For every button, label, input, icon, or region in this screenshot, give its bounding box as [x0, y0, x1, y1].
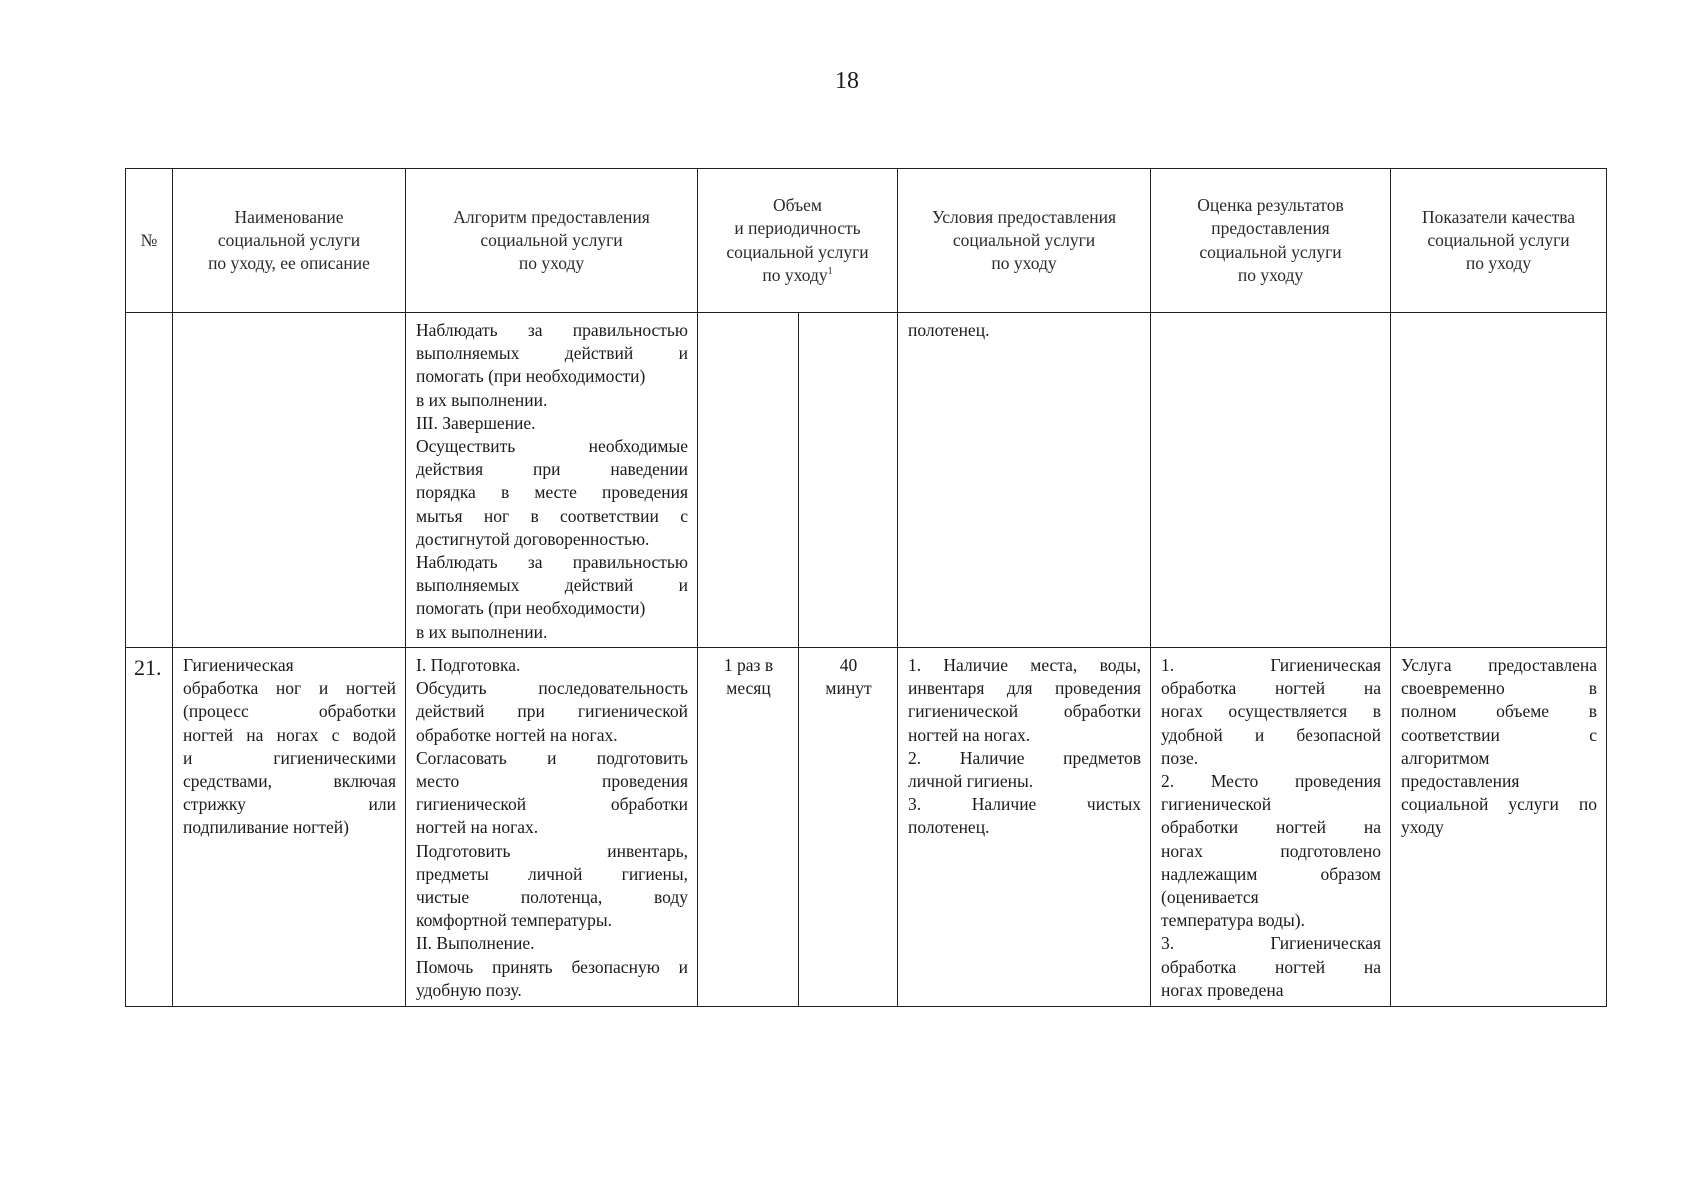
text-line: выполняемых действий и [416, 575, 688, 596]
text-line: и периодичность [734, 218, 861, 239]
text-line: надлежащим образом [1161, 863, 1382, 884]
text-line: обработки ногтей на [1161, 817, 1382, 838]
cell-duration [799, 648, 898, 1007]
text-line: выполняемых действий и [416, 343, 688, 364]
text-line: социальной услуги [952, 229, 1096, 250]
text-line: действий при гигиенической [416, 701, 688, 722]
text-line: 2. Место проведения [1161, 771, 1382, 792]
text-line: 1 раз в [723, 655, 774, 675]
cell-number [126, 313, 173, 648]
text-line: в их выполнении. [416, 389, 548, 410]
text-line: 2. Наличие предметов [908, 747, 1142, 768]
text-line: полотенец. [908, 817, 990, 838]
text-line: II. Выполнение. [416, 933, 535, 954]
cell-duration [799, 313, 898, 648]
text-line: 1. Наличие места, воды, [908, 655, 1142, 675]
text-line: 1. Гигиеническая [1161, 655, 1382, 675]
footnote-marker: 1 [827, 265, 833, 277]
text-line: помогать (при необходимости) [416, 366, 646, 387]
text-line: Оценка результатов [1197, 195, 1344, 216]
text-line: Наблюдать за правильностью [416, 552, 688, 573]
cell-frequency [698, 648, 799, 1007]
text-line: ногтей на ногах. [908, 724, 1031, 745]
cell-number [126, 648, 173, 1007]
services-table [125, 168, 1607, 1007]
text-line: соответствии с [1401, 724, 1598, 745]
text-line: Алгоритм предоставления [453, 206, 650, 227]
text-line: порядка в месте проведения [416, 482, 688, 503]
text-line: 3. Гигиеническая [1161, 933, 1382, 954]
text-line: место проведения [416, 771, 688, 792]
text-line: по уходу [518, 253, 585, 274]
text-line: ногах подготовлено [1161, 840, 1382, 861]
text-line: алгоритмом [1401, 747, 1490, 768]
text-line: социальной услуги по [1401, 794, 1598, 815]
text-line: III. Завершение. [416, 412, 536, 433]
text-line: I. Подготовка. [416, 655, 521, 675]
text-line: социальной услуги [1427, 229, 1570, 250]
text-line: Помочь принять безопасную и [416, 956, 688, 977]
text-line: Обсудить последовательность [416, 678, 688, 699]
text-line: Гигиеническая [183, 655, 294, 675]
text-line: (процесс обработки [183, 701, 396, 722]
text-line: ногах проведена [1161, 979, 1284, 1000]
text-line: Согласовать и подготовить [416, 747, 688, 768]
text-line: Подготовить инвентарь, [416, 840, 688, 861]
row-number: 21. [134, 655, 162, 680]
header-evaluation [1151, 169, 1391, 313]
header-volume-frequency [698, 169, 898, 313]
text-line: Наименование [234, 206, 344, 227]
text-line: мытья ног в соответствии с [416, 505, 688, 526]
text-line: предоставления [1211, 218, 1330, 239]
cell-service-name [173, 648, 406, 1007]
cell-evaluation [1151, 648, 1391, 1007]
text-line: Наблюдать за правильностью [416, 320, 688, 340]
cell-conditions [898, 648, 1151, 1007]
cell-quality [1391, 313, 1607, 648]
cell-evaluation [1151, 313, 1391, 648]
text-line: ногтей на ногах. [416, 817, 539, 838]
table-row-21 [126, 648, 1607, 1007]
text-line: Объем [773, 195, 822, 216]
text-line: социальной услуги [726, 241, 869, 262]
page-number: 18 [835, 68, 859, 94]
text-line: гигиенической [1161, 794, 1272, 815]
text-line: достигнутой договоренностью. [416, 528, 650, 549]
text-line: личной гигиены. [908, 771, 1034, 792]
cell-algorithm [406, 648, 698, 1007]
cell-quality [1391, 648, 1607, 1007]
text-line: подпиливание ногтей) [183, 817, 349, 838]
text-line: удобную позу. [416, 979, 522, 1000]
text-line: Условия предоставления [931, 206, 1117, 227]
text-line: уходу [1401, 817, 1444, 838]
conditions-text: полотенец. [908, 320, 990, 340]
text-line: гигиенической обработки [416, 794, 688, 815]
text-line: обработка ногтей на [1161, 678, 1382, 699]
text-line: Услуга предоставлена [1401, 655, 1598, 675]
text-line: средствами, включая [183, 771, 396, 792]
cell-algorithm [406, 313, 698, 648]
text-line: ногах осуществляется в [1161, 701, 1382, 722]
text-line: по уходу [1465, 253, 1532, 274]
text-line: инвентаря для проведения [908, 678, 1142, 699]
text-line: полном объеме в [1401, 701, 1598, 722]
header-number: № [126, 169, 173, 313]
text-line: по уходу [1237, 264, 1304, 285]
text-line: обработка ног и ногтей [183, 678, 396, 699]
cell-conditions [898, 313, 1151, 648]
text-line: комфортной температуры. [416, 910, 612, 931]
table-row-continuation [126, 313, 1607, 648]
text-line: действия при наведении [416, 459, 688, 480]
text-line: (оценивается [1161, 887, 1259, 908]
cell-service-name [173, 313, 406, 648]
text-line: обработка ногтей на [1161, 956, 1382, 977]
text-line: помогать (при необходимости) [416, 598, 646, 619]
header-conditions [898, 169, 1151, 313]
text-line: температура воды). [1161, 910, 1306, 931]
text-line: по уходу [762, 264, 828, 285]
text-line: 40 [839, 655, 858, 675]
text-line: минут [825, 678, 872, 699]
text-line: социальной услуги [1199, 241, 1342, 262]
text-line: ногтей на ногах с водой [183, 724, 396, 745]
cell-frequency [698, 313, 799, 648]
text-line: обработке ногтей на ногах. [416, 724, 618, 745]
text-line: стрижку или [183, 794, 396, 815]
text-line: в их выполнении. [416, 621, 548, 642]
text-line: чистые полотенца, воду [416, 887, 688, 908]
text-line: и гигиеническими [183, 747, 396, 768]
text-line: социальной услуги [217, 229, 361, 250]
table-header-row [126, 169, 1607, 313]
text-line: позе. [1161, 747, 1199, 768]
text-line: социальной услуги [480, 229, 623, 250]
text-line: предметы личной гигиены, [416, 863, 688, 884]
text-line: по уходу, ее описание [208, 253, 370, 274]
header-service-name [173, 169, 406, 313]
text-line: месяц [726, 678, 771, 699]
text-line: гигиенической обработки [908, 701, 1142, 722]
header-algorithm [406, 169, 698, 313]
text-line: предоставления [1401, 771, 1520, 792]
text-line: 3. Наличие чистых [908, 794, 1142, 815]
header-quality [1391, 169, 1607, 313]
text-line: удобной и безопасной [1161, 724, 1382, 745]
text-line: Осуществить необходимые [416, 436, 688, 457]
text-line: Показатели качества [1422, 206, 1576, 227]
text-line: по уходу [991, 253, 1057, 274]
text-line: своевременно в [1401, 678, 1598, 699]
